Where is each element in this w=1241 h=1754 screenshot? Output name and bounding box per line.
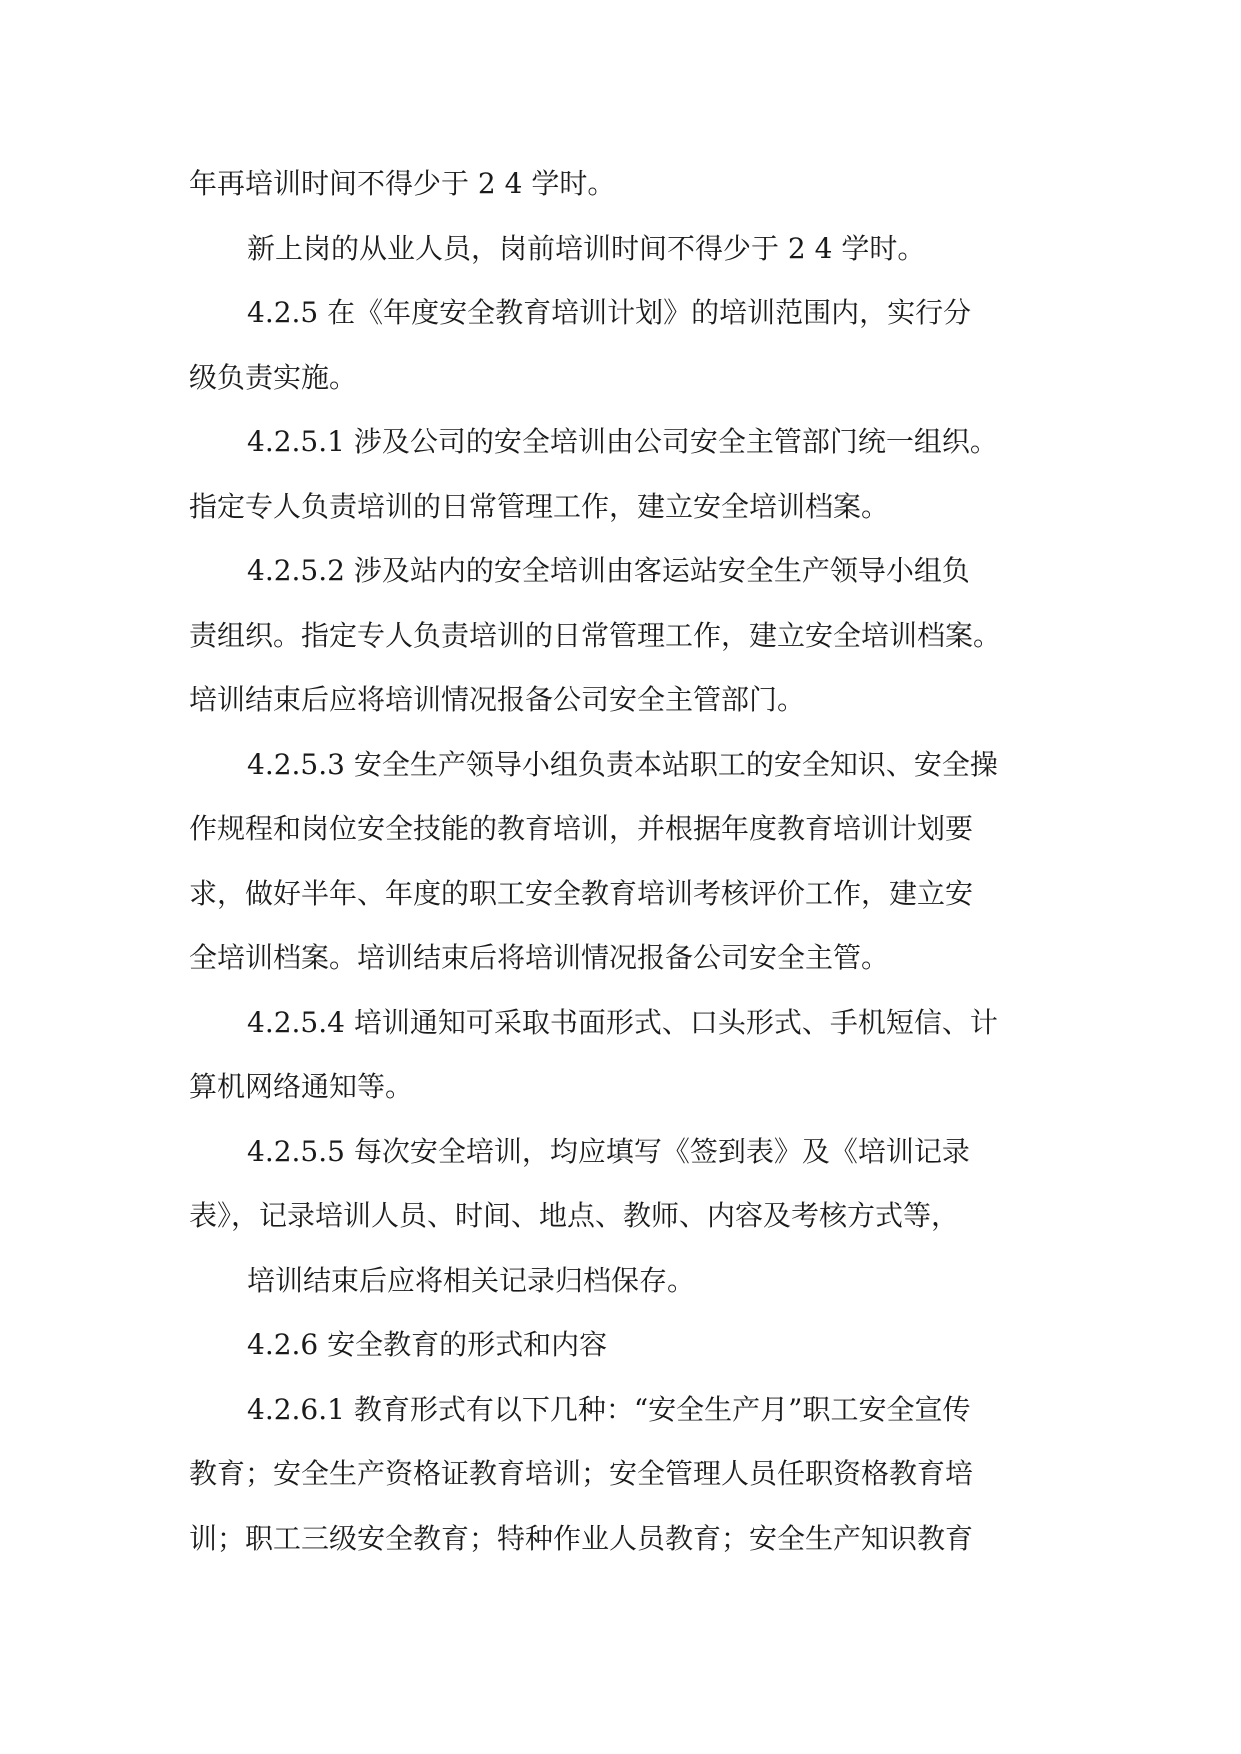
text-line: 4.2.5.1 涉及公司的安全培训由公司安全主管部门统一组织。 <box>247 425 998 458</box>
text-line: 4.2.5 在《年度安全教育培训计划》的培训范围内，实行分 <box>247 296 972 329</box>
text-line: 指定专人负责培训的日常管理工作，建立安全培训档案。 <box>189 489 890 523</box>
text-line: 全培训档案。培训结束后将培训情况报备公司安全主管。 <box>189 941 890 974</box>
text-line: 培训结束后应将相关记录归档保存。 <box>247 1263 696 1297</box>
text-line: 求，做好半年、年度的职工安全教育培训考核评价工作，建立安 <box>189 876 974 910</box>
text-line: 4.2.6 安全教育的形式和内容 <box>247 1328 608 1361</box>
text-line: 4.2.6.1 教育形式有以下几种：“安全生产月”职工安全宣传 <box>247 1392 971 1426</box>
document-body <box>189 152 1053 1571</box>
text-line: 新上岗的从业人员，岗前培训时间不得少于 2 4 学时。 <box>247 231 926 265</box>
text-line: 4.2.5.2 涉及站内的安全培训由客运站安全生产领导小组负 <box>247 554 970 587</box>
text-line: 责组织。指定专人负责培训的日常管理工作，建立安全培训档案。 <box>189 618 1002 652</box>
text-line: 培训结束后应将培训情况报备公司安全主管部门。 <box>189 683 806 716</box>
text-line: 训；职工三级安全教育；特种作业人员教育；安全生产知识教育 <box>189 1521 974 1555</box>
text-line: 算机网络通知等。 <box>189 1070 414 1103</box>
text-line: 教育；安全生产资格证教育培训；安全管理人员任职资格教育培 <box>189 1457 974 1490</box>
text-line: 级负责实施。 <box>189 360 358 394</box>
text-line: 作规程和岗位安全技能的教育培训，并根据年度教育培训计划要 <box>189 812 974 845</box>
text-line: 4.2.5.3 安全生产领导小组负责本站职工的安全知识、安全操 <box>247 747 998 781</box>
text-line: 年再培训时间不得少于 2 4 学时。 <box>189 167 616 200</box>
text-line: 表》，记录培训人员、时间、地点、教师、内容及考核方式等， <box>189 1199 960 1232</box>
text-line: 4.2.5.4 培训通知可采取书面形式、口头形式、手机短信、计 <box>247 1005 998 1039</box>
text-line: 4.2.5.5 每次安全培训，均应填写《签到表》及《培训记录 <box>247 1134 970 1168</box>
